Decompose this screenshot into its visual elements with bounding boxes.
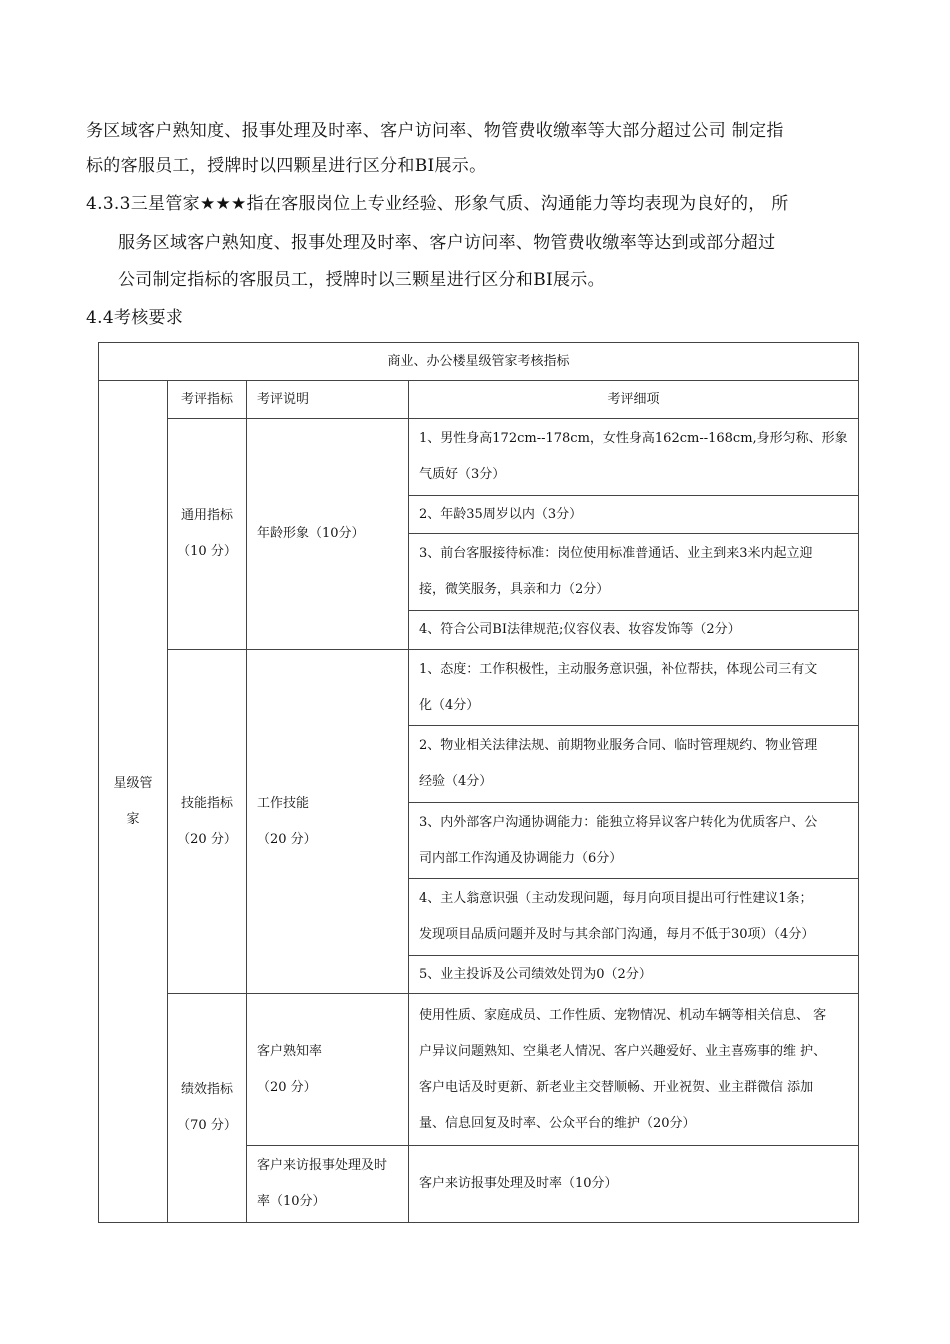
header-indicator: 考评指标: [168, 381, 247, 419]
star-icon: ★★★: [199, 194, 247, 214]
detail-cell: [409, 726, 859, 803]
table-row: [99, 650, 859, 726]
detail-cell: 2、年龄35周岁以内（3分）: [409, 496, 859, 534]
detail-cell: [409, 534, 859, 611]
detail-cell: [409, 650, 859, 726]
indicator-score: （10 分）: [177, 544, 237, 559]
section-number-text: 4.3.3三星管家: [86, 194, 200, 214]
detail-line: 使用性质、家庭成员、工作性质、宠物情况、机动车辆等相关信息、 客: [419, 1007, 827, 1023]
visit-description-cell: [247, 1146, 409, 1223]
description-line: 客户熟知率: [257, 1043, 323, 1059]
detail-line: 3、前台客服接待标准：岗位使用标准普通话、业主到来3米内起立迎: [419, 546, 813, 561]
header-details: 考评细项: [409, 381, 859, 419]
detail-cell: 5、业主投诉及公司绩效处罚为0（2分）: [409, 956, 859, 994]
section-heading-44: 4.4考核要求: [86, 308, 184, 328]
detail-line: 1、男性身高172cm--178cm，女性身高162cm--168cm,身形匀称、形象: [419, 431, 848, 446]
assessment-table: [98, 342, 859, 1223]
detail-line: 气质好（3分）: [419, 467, 506, 482]
detail-line: 2、物业相关法律法规、前期物业服务合同、临时管理规约、物业管理: [419, 738, 818, 753]
group-label-line: 星级管: [113, 775, 153, 791]
detail-line: 4、主人翁意识强（主动发现问题，每月向项目提出可行性建议1条；: [419, 891, 813, 906]
group-label-cell: [99, 381, 168, 1223]
paragraph-line: 公司制定指标的客服员工，授牌时以三颗星进行区分和BI展示。: [118, 270, 605, 290]
paragraph-line: 务区域客户熟知度、报事处理及时率、客户访问率、物管费收缴率等大部分超过公司 制定指: [86, 121, 784, 141]
indicator-name: 技能指标: [180, 795, 233, 811]
detail-line: 发现项目品质问题并及时与其余部门沟通，每月不低于30项）（4分）: [419, 927, 815, 942]
indicator-name: 绩效指标: [180, 1082, 233, 1097]
detail-line: 接，微笑服务，具亲和力（2分）: [419, 582, 610, 597]
detail-line: 经验（4分）: [419, 774, 493, 789]
detail-line: 量、信息回复及时率、公众平台的维护（20分）: [419, 1115, 696, 1131]
indicator-name: 通用指标: [180, 508, 233, 523]
performance-indicator-cell: [168, 994, 247, 1223]
indicator-score: （20 分）: [177, 831, 237, 847]
detail-cell: [409, 803, 859, 879]
detail-cell: [409, 879, 859, 956]
table-title-row: [99, 343, 859, 381]
familiarity-description-cell: [247, 994, 409, 1146]
general-indicator-cell: [168, 419, 247, 650]
group-label-line: 家: [126, 811, 140, 827]
description-line: 率（10分）: [257, 1194, 326, 1209]
paragraph-line: 服务区域客户熟知度、报事处理及时率、客户访问率、物管费收缴率等达到或部分超过: [118, 233, 776, 253]
table-title: 商业、办公楼星级管家考核指标: [99, 343, 859, 381]
detail-line: 1、态度：工作积极性，主动服务意识强，补位帮扶，体现公司三有文: [419, 661, 818, 677]
detail-cell: 4、符合公司BI法律规范;仪容仪表、妆容发饰等（2分）: [409, 611, 859, 650]
general-description-cell: 年龄形象（10分）: [247, 419, 409, 650]
indicator-score: （70 分）: [177, 1118, 237, 1133]
table-row: [99, 419, 859, 496]
skill-description-cell: [247, 650, 409, 994]
detail-cell: 客户来访报事处理及时率（10分）: [409, 1146, 859, 1223]
detail-line: 户异议问题熟知、空巢老人情况、客户兴趣爱好、业主喜殇事的维 护、: [419, 1043, 827, 1059]
description-line: 工作技能: [257, 795, 310, 811]
paragraph-line-433: [86, 194, 789, 214]
detail-line: 化（4分）: [419, 697, 480, 713]
header-description: 考评说明: [247, 381, 409, 419]
detail-line: 司内部工作沟通及协调能力（6分）: [419, 850, 623, 866]
paragraph-line: 标的客服员工，授牌时以四颗星进行区分和BI展示。: [86, 156, 487, 176]
detail-cell: [409, 419, 859, 496]
detail-cell: [409, 994, 859, 1146]
paragraph-text: 指在客服岗位上专业经验、形象气质、沟通能力等均表现为良好的， 所: [246, 194, 789, 214]
table-row: [99, 994, 859, 1146]
description-line: （20 分）: [257, 831, 317, 847]
description-line: （20 分）: [257, 1079, 317, 1095]
detail-line: 3、内外部客户沟通协调能力：能独立将异议客户转化为优质客户、公: [419, 814, 818, 830]
detail-line: 客户电话及时更新、新老业主交替顺畅、开业祝贺、业主群微信 添加: [419, 1079, 814, 1095]
table-header-row: [99, 381, 859, 419]
skill-indicator-cell: [168, 650, 247, 994]
description-line: 客户来访报事处理及时: [257, 1158, 388, 1173]
